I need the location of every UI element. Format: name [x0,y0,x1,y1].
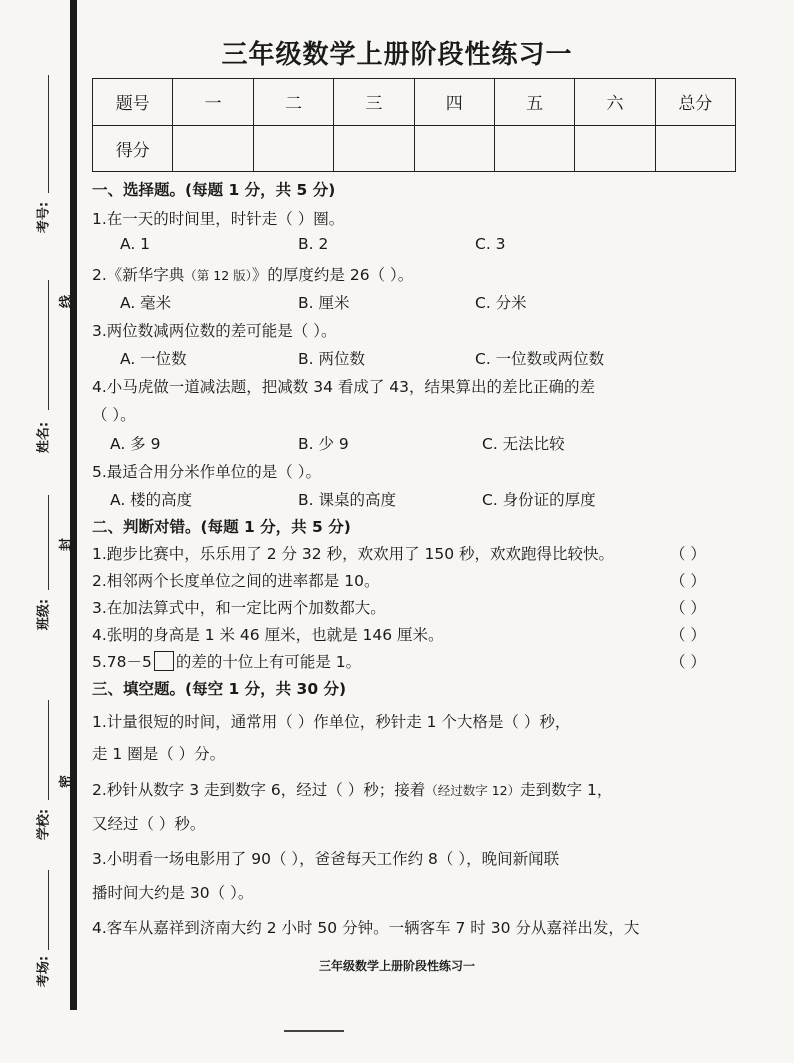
q2-1-statement: 1.跑步比赛中，乐乐用了 2 分 32 秒，欢欢用了 150 秒，欢欢跑得比较快。 [92,545,615,563]
digit-box[interactable] [154,651,174,671]
exam-no-label: 考号: [36,201,52,234]
score-header-cell: 总分 [655,79,735,126]
q3-1-line-2: 走 1 圈是（ ）分。 [92,745,226,763]
q1-2-option-c: C. 分米 [475,294,527,312]
room-label: 考场: [36,955,52,988]
seal-line-char: 线 [59,294,75,309]
q1-4-stem: 4.小马虎做一道减法题，把减数 34 看成了 43，结果算出的差比正确的差 [92,378,596,396]
bottom-dash [284,1030,344,1032]
score-input-cell[interactable] [655,125,735,172]
q3-2-line-1-a: 2.秒针从数字 3 走到数字 6，经过（ ）秒；接着 [92,781,426,799]
class-label: 班级: [36,598,52,631]
q1-4-stem-2: （ ）。 [92,406,136,424]
score-table-header-row [93,79,736,126]
q3-2-line-2: 又经过（ ）秒。 [92,815,206,833]
q1-3-stem: 3.两位数减两位数的差可能是（ ）。 [92,322,337,340]
q1-2-stem-b: 》的厚度约是 26（ ）。 [251,266,414,284]
score-table-score-row [93,125,736,172]
binding-bar [70,0,77,1010]
score-input-cell[interactable] [334,125,414,172]
score-header-cell: 题号 [93,79,173,126]
section-1-heading: 一、选择题。(每题 1 分，共 5 分) [92,181,336,199]
q3-4-line-1: 4.客车从嘉祥到济南大约 2 小时 50 分钟。一辆客车 7 时 30 分从嘉祥出发，大 [92,919,640,937]
exam-no-line [48,75,49,193]
q1-1-option-c: C. 3 [475,235,506,253]
q1-5-option-a: A. 楼的高度 [110,491,193,509]
q3-3-line-2: 播时间大约是 30（ ）。 [92,884,254,902]
score-header-cell: 六 [575,79,655,126]
q1-2-option-b: B. 厘米 [298,294,350,312]
section-3-heading: 三、填空题。(每空 1 分，共 30 分) [92,680,347,698]
q1-4-option-a: A. 多 9 [110,435,161,453]
class-line [48,495,49,590]
seal-feng-char: 封 [59,537,75,552]
q1-4-option-c: C. 无法比较 [482,435,565,453]
score-input-cell[interactable] [575,125,655,172]
q2-5-statement-b: 的差的十位上有可能是 1。 [175,653,362,671]
q1-3-option-c: C. 一位数或两位数 [475,350,605,368]
score-header-cell: 五 [494,79,574,126]
q2-2-answer-paren[interactable]: （ ） [670,572,706,590]
q1-1-option-b: B. 2 [298,235,329,253]
score-table [92,78,736,172]
school-label: 学校: [36,808,52,841]
score-header-cell: 四 [414,79,494,126]
q2-5-answer-paren[interactable]: （ ） [670,653,706,671]
q1-4-option-b: B. 少 9 [298,435,349,453]
q3-1-line-1: 1.计量很短的时间，通常用（ ）作单位，秒针走 1 个大格是（ ）秒， [92,713,571,731]
room-line [48,870,49,950]
q2-4-answer-paren[interactable]: （ ） [670,626,706,644]
q2-5-statement-a: 5.78－5 [92,653,152,671]
q1-2-stem-a: 2.《新华字典 [92,266,185,284]
name-line [48,280,49,410]
q1-5-option-c: C. 身份证的厚度 [482,491,596,509]
school-line [48,700,49,800]
q1-1-stem: 1.在一天的时间里，时针走（ ）圈。 [92,210,345,228]
section-2-heading: 二、判断对错。(每题 1 分，共 5 分) [92,518,351,536]
q2-3-statement: 3.在加法算式中，和一定比两个加数都大。 [92,599,386,617]
score-input-cell[interactable] [253,125,333,172]
q1-2-stem-small: （第 12 版） [184,268,252,283]
q1-3-option-a: A. 一位数 [120,350,187,368]
q2-1-answer-paren[interactable]: （ ） [670,545,706,563]
score-header-cell: 一 [173,79,253,126]
name-label: 姓名: [36,421,52,454]
score-row-label: 得分 [93,125,173,172]
page-title: 三年级数学上册阶段性练习一 [221,40,573,70]
page-footer: 三年级数学上册阶段性练习一 [318,959,475,973]
score-input-cell[interactable] [494,125,574,172]
q3-2-line-1-b: 走到数字 1， [520,781,613,799]
q1-2-stem [92,263,413,285]
q2-4-statement: 4.张明的身高是 1 米 46 厘米，也就是 146 厘米。 [92,626,444,644]
q2-5-statement [92,650,361,672]
q1-5-stem: 5.最适合用分米作单位的是（ ）。 [92,463,321,481]
q3-3-line-1: 3.小明看一场电影用了 90（ ），爸爸每天工作约 8（ ），晚间新闻联 [92,850,560,868]
seal-mi-char: 密 [59,774,75,789]
q2-3-answer-paren[interactable]: （ ） [670,599,706,617]
score-header-cell: 二 [253,79,333,126]
q1-2-option-a: A. 毫米 [120,294,172,312]
q1-1-option-a: A. 1 [120,235,151,253]
score-header-cell: 三 [334,79,414,126]
q1-5-option-b: B. 课桌的高度 [298,491,396,509]
score-input-cell[interactable] [414,125,494,172]
q3-2-line-1-small: （经过数字 12） [425,783,521,798]
score-input-cell[interactable] [173,125,253,172]
q1-3-option-b: B. 两位数 [298,350,365,368]
q2-2-statement: 2.相邻两个长度单位之间的进率都是 10。 [92,572,380,590]
q3-2-line-1 [92,778,612,800]
